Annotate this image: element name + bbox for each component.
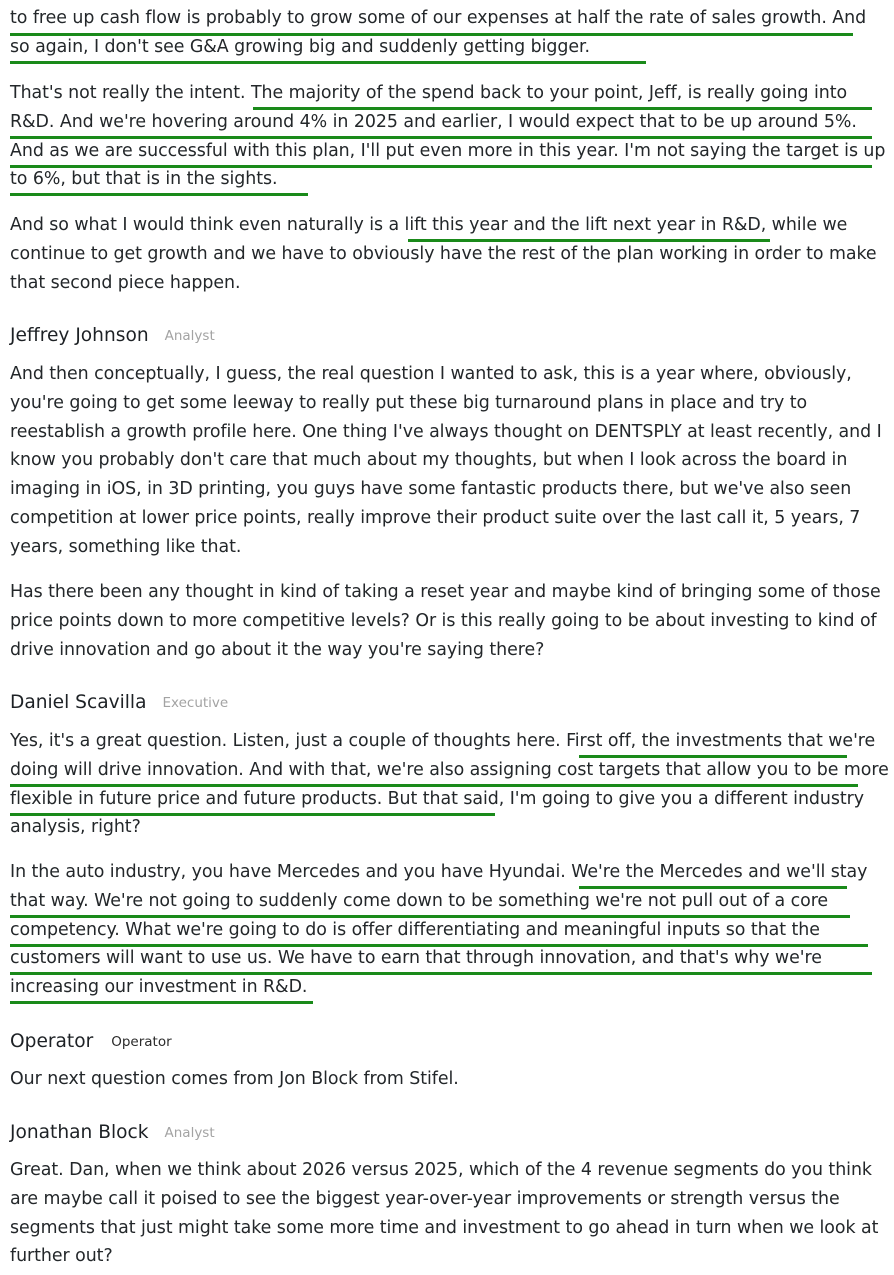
speaker-name: Daniel Scavilla xyxy=(10,692,147,713)
speaker-role: Executive xyxy=(162,695,229,711)
transcript-paragraph: And so what I would think even naturally is a lift this year and the lift next year in R&D, while we continue to get growth and we have to obviously have the rest of the plan working in order to make that second piece happen. xyxy=(10,215,877,293)
speaker-role: Analyst xyxy=(164,328,215,344)
highlight-underline xyxy=(10,972,872,975)
highlight-underline xyxy=(10,165,872,168)
transcript-paragraph: In the auto industry, you have Mercedes and you have Hyundai. We're the Mercedes and we'll stay that way. We're not going to suddenly come down to be something we're not pull out of a core competency. What we're going to do is offer differentiating and meaningful inputs so that the customers will want to use us. We have to earn that through innovation, and that's why we're increasing our investment in R&D. xyxy=(10,862,868,998)
speaker-header xyxy=(10,1122,215,1143)
highlight-underline xyxy=(10,193,308,196)
speaker-name: Jonathan Block xyxy=(10,1122,149,1143)
highlight-underline xyxy=(10,1001,313,1004)
highlight-underline xyxy=(408,239,770,242)
speaker-name: Operator xyxy=(10,1031,94,1052)
highlight-underline xyxy=(253,107,872,110)
transcript-paragraph: Our next question comes from Jon Block from Stifel. xyxy=(10,1069,459,1089)
highlight-underline xyxy=(579,755,847,758)
highlight-underline xyxy=(10,33,853,36)
highlight-underline xyxy=(10,944,868,947)
highlight-underline xyxy=(10,813,495,816)
speaker-role: Operator xyxy=(111,1034,172,1050)
transcript-paragraph: to free up cash flow is probably to grow some of our expenses at half the rate of sales growth. And so again, I don't see G&A growing big and suddenly getting bigger. xyxy=(10,8,867,57)
speaker-header xyxy=(10,325,215,346)
speaker-header xyxy=(10,692,228,713)
transcript-paragraph: Yes, it's a great question. Listen, just a couple of thoughts here. First off, the investments that we're doing will drive innovation. And with that, we're also assigning cost targets that allow you to be more flexible in future price and future products. But that said, I'm going to give you a different industry analysis, right? xyxy=(10,731,889,838)
transcript-paragraph: And then conceptually, I guess, the real question I wanted to ask, this is a year where, obviously, you're going to get some leeway to really put these big turnaround plans in place and try to reestablish a growth profile here. One thing I've always thought on DENTSPLY at least recently, and I know you probably don't care that much about my thoughts, but when I look across the board in imaging in iOS, in 3D printing, you guys have some fantastic products there, but we've also seen competition at lower price points, really improve their product suite over the last call it, 5 years, 7 years, something like that. xyxy=(10,364,882,557)
transcript-paragraph: Great. Dan, when we think about 2026 versus 2025, which of the 4 revenue segments do you think are maybe call it poised to see the biggest year-over-year improvements or strength versus the segments that just might take some more time and investment to go ahead in turn when we look at further out? xyxy=(10,1160,879,1267)
transcript-paragraph: That's not really the intent. The majority of the spend back to your point, Jeff, is really going into R&D. And we're hovering around 4% in 2025 and earlier, I would expect that to be up around 5%. And as we are successful with this plan, I'll put even more in this year. I'm not saying the target is up to 6%, but that is in the sights. xyxy=(10,83,886,190)
speaker-name: Jeffrey Johnson xyxy=(10,325,149,346)
highlight-underline xyxy=(10,784,858,787)
highlight-underline xyxy=(579,886,847,889)
highlight-underline xyxy=(10,136,872,139)
speaker-role: Analyst xyxy=(164,1125,215,1141)
speaker-header xyxy=(10,1031,172,1052)
highlight-underline xyxy=(10,915,850,918)
transcript-paragraph: Has there been any thought in kind of taking a reset year and maybe kind of bringing some of those price points down to more competitive levels? Or is this really going to be about investing to kind of drive innovation and go about it the way you're saying there? xyxy=(10,582,881,660)
highlight-underline xyxy=(10,61,646,64)
